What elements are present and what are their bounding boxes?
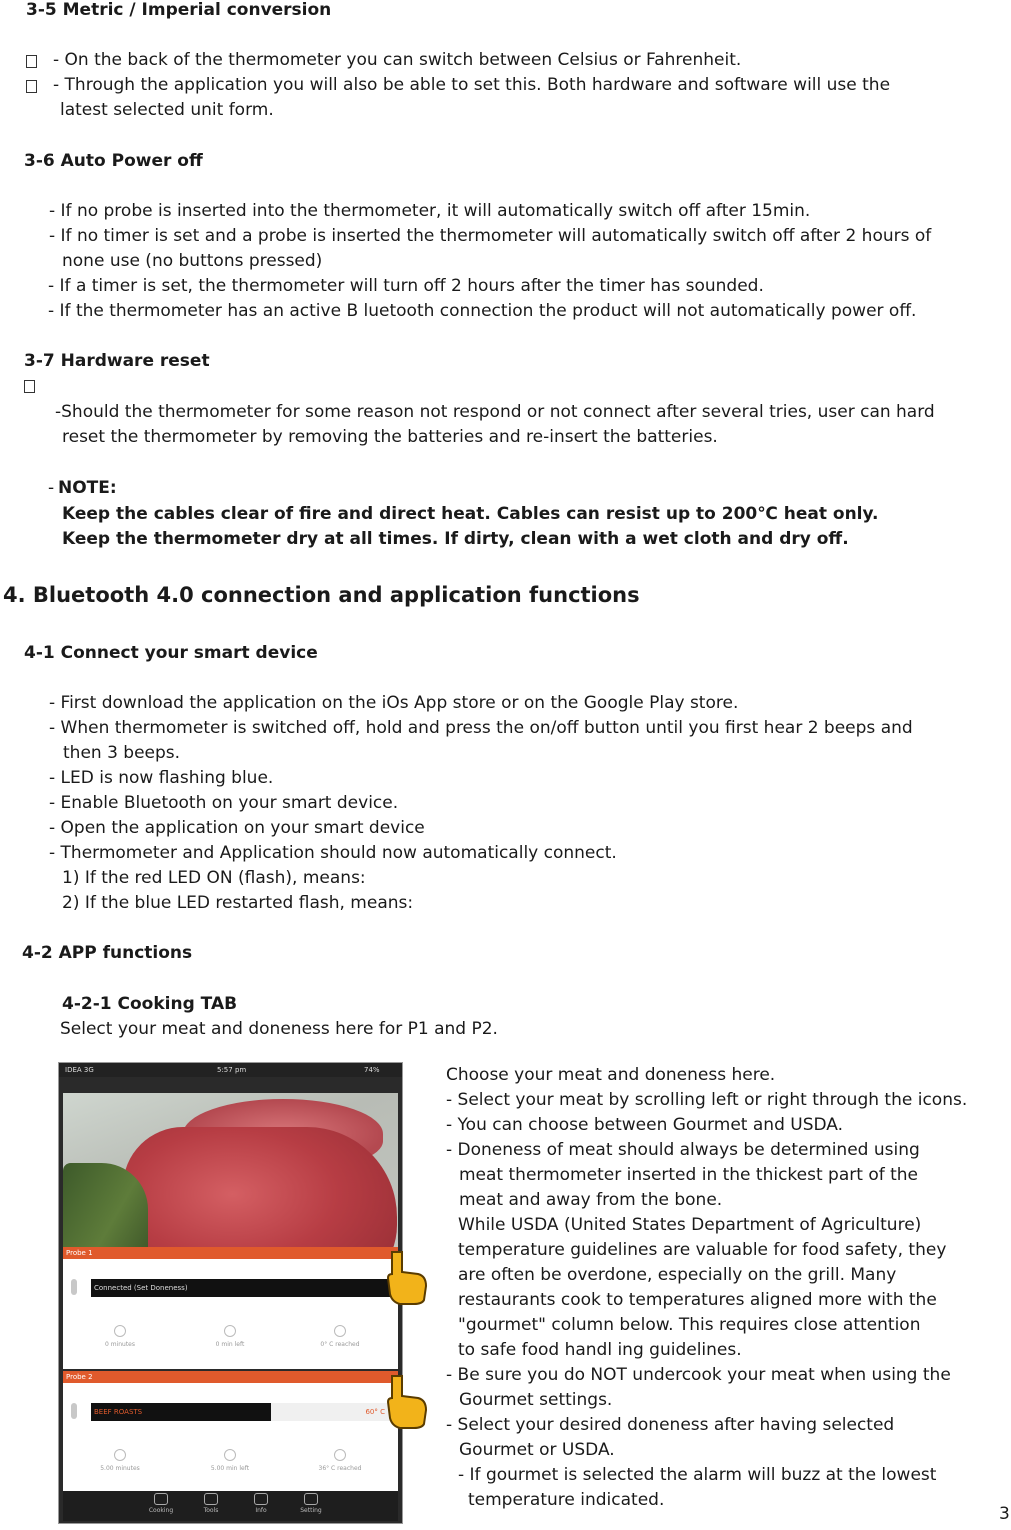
s41-line-5: - Enable Bluetooth on your smart device. [49, 793, 399, 813]
s37-line-2: reset the thermometer by removing the batteries and re-insert the batteries. [62, 427, 718, 447]
s41-line-6: - Open the application on your smart device [49, 818, 425, 838]
probe-2-label: Probe 2 [66, 1373, 93, 1381]
bullet-box-icon [24, 380, 35, 393]
chat-icon [254, 1493, 268, 1505]
chapter-4-title: 4. Bluetooth 4.0 connection and application functions [3, 583, 640, 607]
probe-1-panel [63, 1259, 398, 1369]
bullet-box-icon [26, 80, 37, 93]
side-line-16: Gourmet or USDA. [459, 1440, 615, 1460]
probe-2-timer[interactable] [65, 1449, 175, 1472]
side-line-5: meat thermometer inserted in the thickest part of the [459, 1165, 919, 1185]
note-label: NOTE: [58, 478, 117, 498]
status-bar [59, 1063, 402, 1077]
battery-label: 74% [364, 1066, 380, 1074]
note-dash: - [48, 478, 55, 498]
s36-line-1: - If no probe is inserted into the thermometer, it will automatically switch off after 15min. [49, 201, 811, 221]
probe-2-timer-value: 5.00 minutes [100, 1465, 140, 1472]
tab-tools-label: Tools [203, 1507, 219, 1514]
tab-tools[interactable] [191, 1493, 231, 1514]
grill-icon [154, 1493, 168, 1505]
probe-1-timer[interactable] [65, 1325, 175, 1348]
probe-1-header[interactable] [63, 1247, 398, 1259]
side-line-15: - Select your desired doneness after having selected [446, 1415, 895, 1435]
section-3-5-title: 3-5 Metric / Imperial conversion [26, 0, 332, 20]
pointing-hand-icon [384, 1248, 430, 1306]
probe-2-remaining-value: 5.00 min left [210, 1465, 250, 1472]
s35-line-3: latest selected unit form. [60, 100, 274, 120]
page-number: 3 [999, 1504, 1010, 1524]
probe-2-target: 60° C [365, 1408, 385, 1416]
section-3-7-title: 3-7 Hardware reset [24, 351, 210, 371]
tab-setting[interactable] [291, 1493, 331, 1514]
thermometer-icon [334, 1449, 346, 1461]
side-line-7: While USDA (United States Department of Agriculture) [458, 1215, 922, 1235]
side-line-17: - If gourmet is selected the alarm will buzz at the lowest [458, 1465, 937, 1485]
probe-2-panel [63, 1383, 398, 1491]
s41-line-1: - First download the application on the iOs App store or on the Google Play store. [49, 693, 739, 713]
probe-1-reached[interactable] [285, 1325, 395, 1348]
probe-1-remaining-value: 0 min left [215, 1341, 245, 1348]
s41-line-3: then 3 beeps. [63, 743, 181, 763]
probe-1-timer-value: 0 minutes [104, 1341, 135, 1348]
probe-1-remaining[interactable] [175, 1325, 285, 1348]
section-4-2-title: 4-2 APP functions [22, 943, 193, 963]
probe-1-status: Connected (Set Doneness) [91, 1279, 391, 1297]
s36-line-2: - If no timer is set and a probe is inserted the thermometer will automatically switch off after 2 hours of [49, 226, 932, 246]
pointing-hand-icon [384, 1372, 430, 1430]
probe-1-reached-value: 0° C reached [320, 1341, 360, 1348]
probe-2-reached[interactable] [285, 1449, 395, 1472]
side-line-11: "gourmet" column below. This requires close attention [458, 1315, 921, 1335]
s41-line-8: 1) If the red LED ON (flash), means: [62, 868, 366, 888]
tab-setting-label: Setting [300, 1507, 322, 1514]
thermometer-icon [71, 1279, 77, 1295]
side-line-1: Choose your meat and doneness here. [446, 1065, 776, 1085]
side-line-14: Gourmet settings. [459, 1390, 613, 1410]
tab-info[interactable] [241, 1493, 281, 1514]
side-line-2: - Select your meat by scrolling left or right through the icons. [446, 1090, 968, 1110]
thermometer-icon [334, 1325, 346, 1337]
probe-2-meat: BEEF ROASTS [91, 1403, 271, 1421]
app-screenshot [58, 1062, 403, 1524]
probe-2-remaining[interactable] [175, 1449, 285, 1472]
probe-2-progress[interactable] [91, 1403, 391, 1421]
side-line-12: to safe food handl ing guidelines. [458, 1340, 742, 1360]
probe-1-label: Probe 1 [66, 1249, 93, 1257]
probe-2-header[interactable] [63, 1371, 398, 1383]
s41-line-2: - When thermometer is switched off, hold and press the on/off button until you first hear 2 beeps and [49, 718, 913, 738]
countdown-icon [224, 1325, 236, 1337]
clock-icon [114, 1449, 126, 1461]
s36-line-5: - If the thermometer has an active B luetooth connection the product will not automatically power off. [48, 301, 917, 321]
s35-line-2: - Through the application you will also be able to set this. Both hardware and software will use the [53, 75, 891, 95]
thermometer-icon [71, 1403, 77, 1419]
s42-intro: Select your meat and doneness here for P1 and P2. [60, 1019, 498, 1039]
tab-info-label: Info [255, 1507, 267, 1514]
tab-cooking[interactable] [141, 1493, 181, 1514]
s37-line-1: -Should the thermometer for some reason not respond or not connect after several tries, user can hard [55, 402, 935, 422]
section-3-6-title: 3-6 Auto Power off [24, 151, 203, 171]
side-line-10: restaurants cook to temperatures aligned more with the [458, 1290, 937, 1310]
bullet-box-icon [26, 55, 37, 68]
probe-2-reached-value: 36° C reached [318, 1465, 362, 1472]
s35-line-1: - On the back of the thermometer you can switch between Celsius or Fahrenheit. [53, 50, 742, 70]
gear-icon [304, 1493, 318, 1505]
s36-line-4: - If a timer is set, the thermometer will turn off 2 hours after the timer has sounded. [48, 276, 764, 296]
carrier-label: IDEA 3G [65, 1066, 94, 1074]
s41-line-7: - Thermometer and Application should now automatically connect. [49, 843, 617, 863]
s36-line-3: none use (no buttons pressed) [62, 251, 323, 271]
section-4-2-1-title: 4-2-1 Cooking TAB [62, 994, 238, 1014]
bottom-tab-bar [63, 1491, 398, 1521]
clock-label: 5:57 pm [217, 1066, 247, 1074]
countdown-icon [224, 1449, 236, 1461]
side-line-6: meat and away from the bone. [459, 1190, 723, 1210]
note-line-2: Keep the thermometer dry at all times. If dirty, clean with a wet cloth and dry off. [62, 529, 849, 549]
side-line-8: temperature guidelines are valuable for food safety, they [458, 1240, 947, 1260]
side-line-3: - You can choose between Gourmet and USDA. [446, 1115, 844, 1135]
note-line-1: Keep the cables clear of fire and direct heat. Cables can resist up to 200℃ heat only. [62, 504, 879, 524]
probe-1-progress[interactable] [91, 1279, 391, 1297]
s41-line-9: 2) If the blue LED restarted flash, means: [62, 893, 414, 913]
side-line-13: - Be sure you do NOT undercook your meat when using the [446, 1365, 951, 1385]
side-line-4: - Doneness of meat should always be determined using [446, 1140, 920, 1160]
clock-icon [114, 1325, 126, 1337]
side-line-9: are often be overdone, especially on the grill. Many [458, 1265, 897, 1285]
tools-icon [204, 1493, 218, 1505]
s41-line-4: - LED is now flashing blue. [49, 768, 274, 788]
tab-cooking-label: Cooking [148, 1507, 174, 1514]
section-4-1-title: 4-1 Connect your smart device [24, 643, 318, 663]
side-line-18: temperature indicated. [468, 1490, 665, 1510]
